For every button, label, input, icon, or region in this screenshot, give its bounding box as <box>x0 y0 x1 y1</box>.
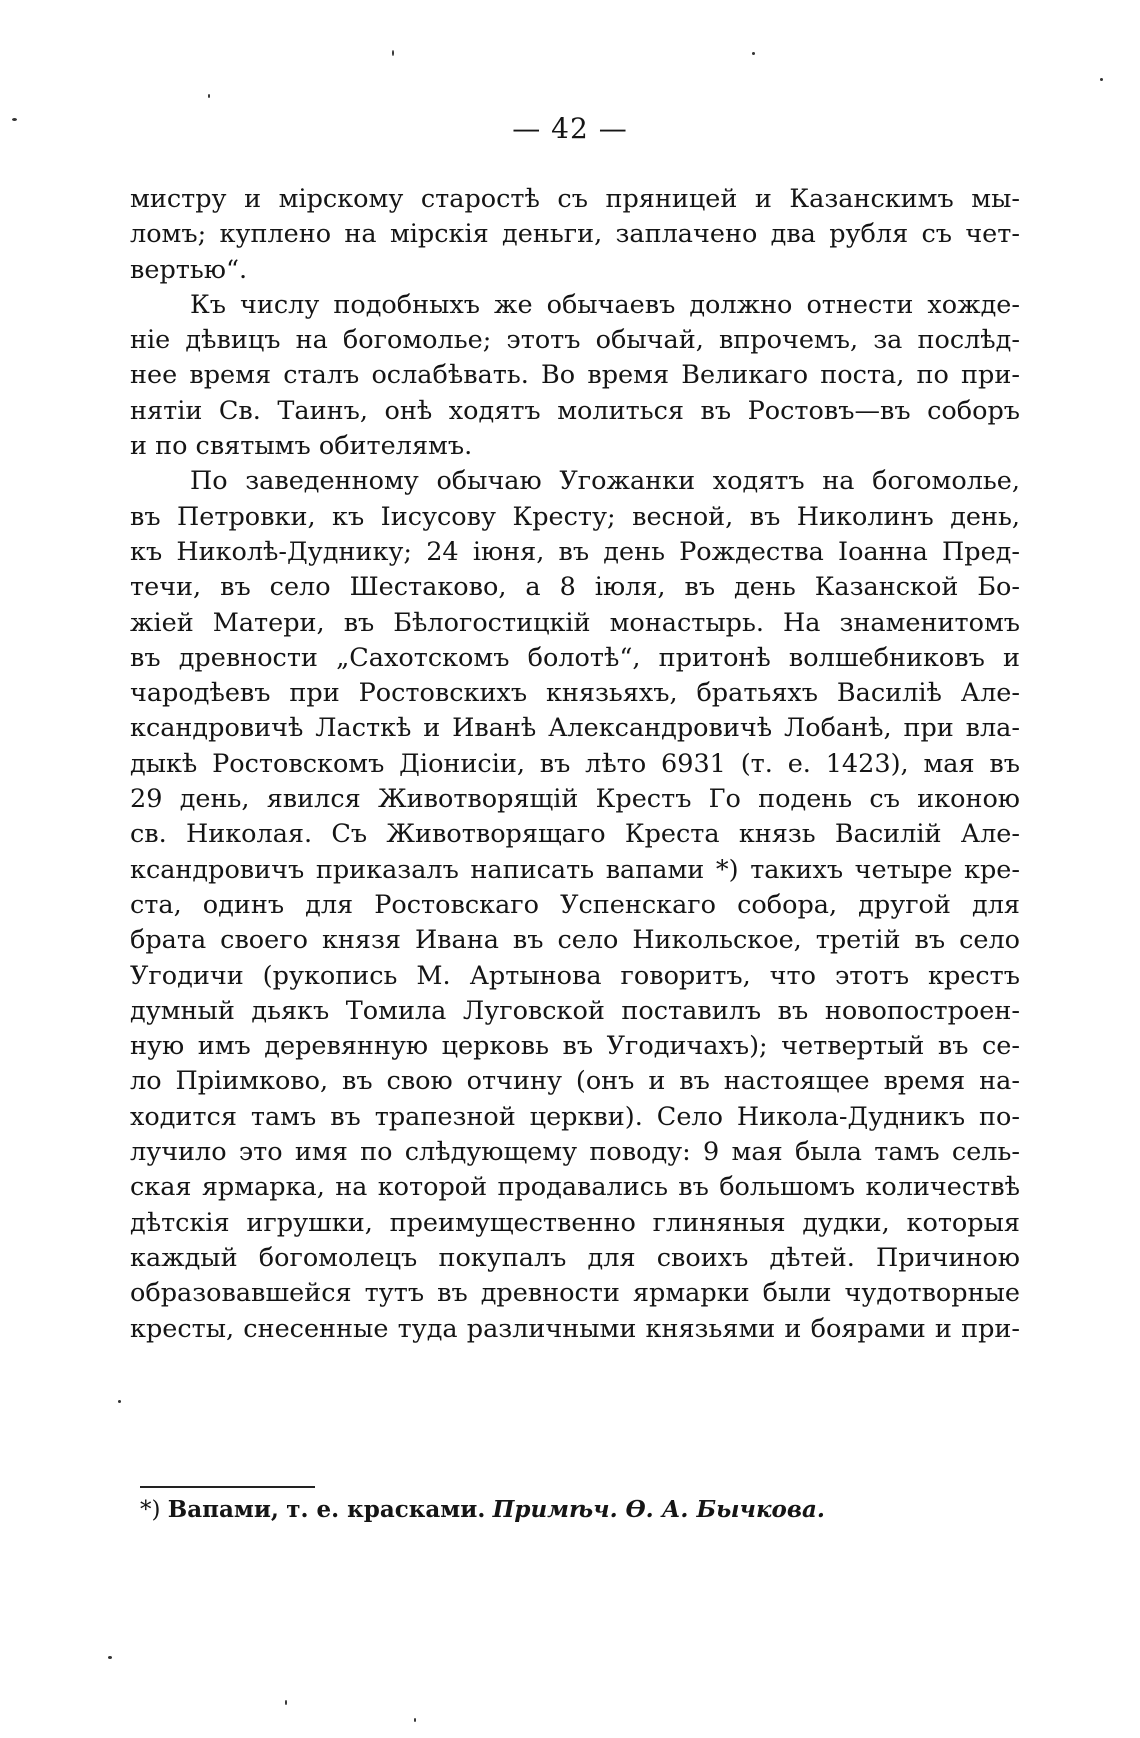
text-line: По заведенному обычаю Угожанки ходятъ на богомолье, <box>190 466 1020 497</box>
footnote-explanation: т. е. красками. <box>286 1496 486 1523</box>
text-line: лучило это имя по слѣдующему поводу: 9 мая была тамъ сель- <box>130 1137 1020 1168</box>
text-line: ходится тамъ въ трапезной церкви). Село Никола-Дудникъ по- <box>130 1101 1020 1132</box>
text-line: Къ числу подобныхъ же обычаевъ должно отнести хожде- <box>190 289 1020 320</box>
scan-speck <box>285 1700 287 1705</box>
text-line: вертью“. <box>130 254 248 285</box>
text-line: мистру и мірскому старостѣ съ пряницей и Казанскимъ мы- <box>130 184 1020 214</box>
scan-speck <box>392 50 394 56</box>
text-line: образовавшейся тутъ въ древности ярмарки были чудотворные <box>130 1278 1020 1309</box>
text-line: ская ярмарка, на которой продавались въ большомъ количествѣ <box>130 1172 1020 1203</box>
text-line: каждый богомолецъ покупалъ для своихъ дѣтей. Причиною <box>130 1242 1020 1273</box>
footnote-attribution: Примѣч. Ѳ. А. Бычкова. <box>492 1496 825 1523</box>
scan-speck <box>12 118 17 121</box>
text-line: течи, въ село Шестаково, а 8 іюля, въ день Казанской Бо- <box>130 572 1020 603</box>
text-line: къ Николѣ-Дуднику; 24 іюня, въ день Рождества Іоанна Пред- <box>130 536 1020 567</box>
text-line: думный дьякъ Томила Луговской поставилъ въ новопостроен- <box>130 995 1020 1026</box>
text-line: въ древности „Сахотскомъ болотѣ“, притонѣ волшебниковъ и <box>130 642 1020 673</box>
text-line: въ Петровки, къ Іисусову Кресту; весной, въ Николинъ день, <box>130 501 1020 532</box>
text-line: ста, одинъ для Ростовскаго Успенскаго собора, другой для <box>130 889 1020 920</box>
scan-speck <box>108 1656 112 1659</box>
text-line: ніе дѣвицъ на богомолье; этотъ обычай, впрочемъ, за послѣд- <box>130 325 1020 356</box>
text-line: дыкѣ Ростовскомъ Діонисіи, въ лѣто 6931 (т. е. 1423), мая въ <box>130 748 1020 779</box>
body-text <box>130 182 1020 1347</box>
text-line: кресты, снесенные туда различными князьями и боярами и при- <box>130 1313 1020 1344</box>
scan-speck <box>208 94 210 98</box>
scan-speck <box>118 1400 121 1403</box>
page-number: — 42 — <box>512 112 628 145</box>
footnote-term: Вапами, <box>167 1496 279 1523</box>
text-line: и по святымъ обителямъ. <box>130 431 473 462</box>
footnote-marker: *) <box>140 1497 161 1523</box>
text-line: ксандровичъ приказалъ написать вапами *) такихъ четыре кре- <box>130 854 1020 885</box>
text-line: ло Пріимково, въ свою отчину (онъ и въ настоящее время на- <box>130 1066 1020 1097</box>
text-line: брата своего князя Ивана въ село Никольское, третій въ село <box>130 925 1020 956</box>
text-line: чародѣевъ при Ростовскихъ князьяхъ, братьяхъ Василіѣ Але- <box>130 678 1020 709</box>
text-line: дѣтскія игрушки, преимущественно глиняныя дудки, которыя <box>130 1207 1020 1238</box>
scan-speck <box>752 52 755 55</box>
text-line: нее время сталъ ослабѣвать. Во время Великаго поста, по при- <box>130 360 1020 391</box>
text-line: ную имъ деревянную церковь въ Угодичахъ); четвертый въ се- <box>130 1031 1020 1062</box>
scan-speck <box>414 1718 416 1722</box>
footnote <box>140 1494 1020 1526</box>
footnote-divider <box>140 1486 315 1488</box>
text-line: ломъ; куплено на мірскія деньги, заплачено два рубля съ чет- <box>130 219 1020 250</box>
text-line: св. Николая. Съ Животворящаго Креста князь Василій Але- <box>130 819 1020 850</box>
text-line: нятіи Св. Таинъ, онѣ ходятъ молиться въ Ростовъ—въ соборъ <box>130 395 1020 426</box>
text-line: Угодичи (рукопись М. Артынова говоритъ, что этотъ крестъ <box>130 960 1020 991</box>
text-line: ксандровичѣ Ласткѣ и Иванѣ Александровичѣ Лобанѣ, при вла- <box>130 713 1020 744</box>
text-line: жіей Матери, въ Бѣлогостицкій монастырь. На знаменитомъ <box>130 607 1020 638</box>
text-line: 29 день, явился Животворящій Крестъ Го подень съ иконою <box>130 784 1020 815</box>
scan-speck <box>1100 78 1103 81</box>
